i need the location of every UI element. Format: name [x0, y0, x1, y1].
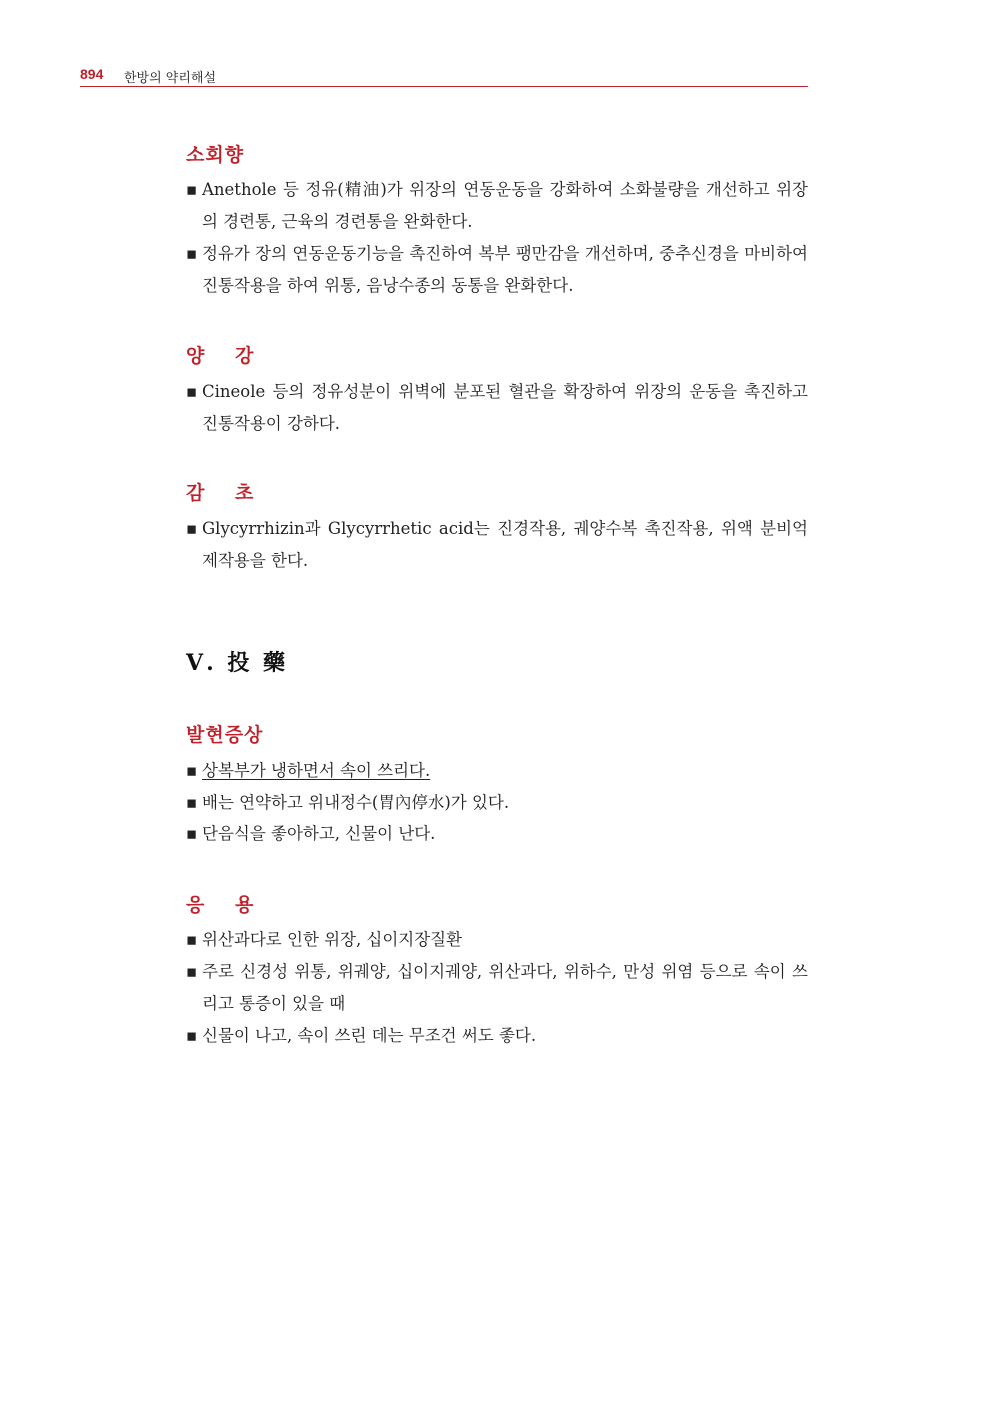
bullet-icon: ▪	[186, 180, 198, 199]
section-heading-symptoms: 발현증상	[186, 724, 264, 746]
bullet-icon: ▪	[186, 1026, 198, 1045]
list-item	[186, 174, 808, 238]
list-item	[186, 787, 808, 819]
list-item-text: 단음식을 좋아하고, 신물이 난다.	[202, 824, 436, 843]
bullet-icon: ▪	[186, 382, 198, 401]
bullet-icon: ▪	[186, 962, 198, 981]
list-item	[186, 513, 808, 577]
page-header	[80, 66, 808, 87]
list-item-text: Cineole 등의 정유성분이 위벽에 분포된 혈관을 확장하여 위장의 운동을 촉진하고 진통작용이 강하다.	[202, 382, 808, 433]
book-title: 한방의 약리해설	[124, 71, 217, 86]
bullet-icon: ▪	[186, 761, 198, 780]
list-item	[186, 956, 808, 1020]
list-item	[186, 238, 808, 302]
list-item-text: 상복부가 냉하면서 속이 쓰리다.	[202, 761, 431, 780]
section-heading-yanggang: 양 강	[186, 345, 266, 367]
bullet-icon: ▪	[186, 519, 198, 538]
list-item	[186, 376, 808, 440]
list-item-text: 신물이 나고, 속이 쓰린 데는 무조건 써도 좋다.	[202, 1026, 537, 1045]
bullet-icon: ▪	[186, 244, 198, 263]
bullet-icon: ▪	[186, 793, 198, 812]
list-item-text: 배는 연약하고 위내정수(胃內停水)가 있다.	[202, 793, 510, 812]
section-heading-application: 응 용	[186, 894, 266, 916]
section-heading-sohoehyang: 소회향	[186, 144, 245, 166]
list-item-text: 주로 신경성 위통, 위궤양, 십이지궤양, 위산과다, 위하수, 만성 위염 등으로 속이 쓰리고 통증이 있을 때	[202, 962, 808, 1013]
list-item-text: Glycyrrhizin과 Glycyrrhetic acid는 진경작용, 궤양수복 촉진작용, 위액 분비억제작용을 한다.	[202, 519, 808, 570]
list-item	[186, 818, 808, 850]
list-item-text: 위산과다로 인한 위장, 십이지장질환	[202, 930, 463, 949]
list-item-text: 정유가 장의 연동운동기능을 촉진하여 복부 팽만감을 개선하며, 중추신경을 마비하여 진통작용을 하여 위통, 음낭수종의 동통을 완화한다.	[202, 244, 808, 295]
list-item	[186, 755, 808, 787]
page-number: 894	[80, 66, 104, 82]
bullet-icon: ▪	[186, 824, 198, 843]
list-item	[186, 924, 808, 956]
chapter-title: Ⅴ. 投 藥	[186, 650, 289, 676]
section-heading-gamcho: 감 초	[186, 482, 266, 504]
list-item-text: Anethole 등 정유(精油)가 위장의 연동운동을 강화하여 소화불량을 개선하고 위장의 경련통, 근육의 경련통을 완화한다.	[202, 180, 808, 231]
bullet-icon: ▪	[186, 930, 198, 949]
list-item	[186, 1020, 808, 1052]
